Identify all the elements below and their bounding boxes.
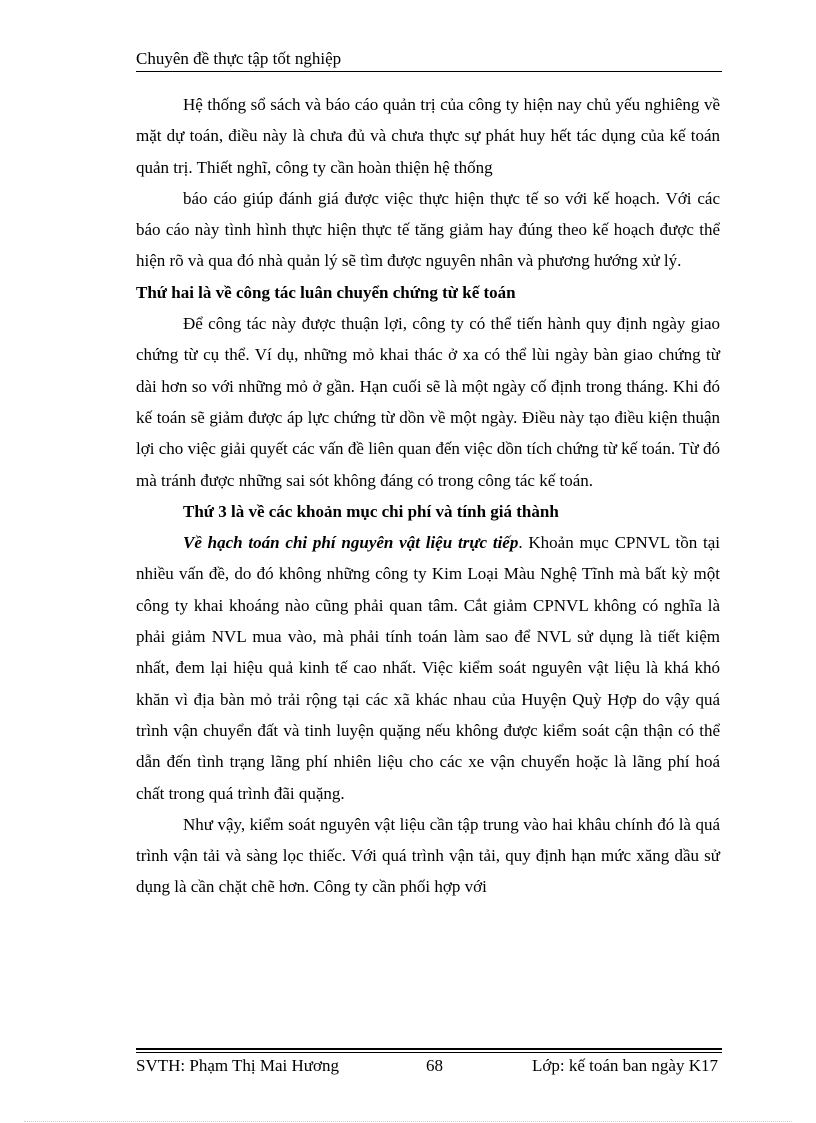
header-rule [136,71,722,72]
paragraph-3: Để công tác này được thuận lợi, công ty có thể tiến hành quy định ngày giao chứng từ cụ thể. Ví dụ, những mỏ khai thác ở xa có thể lùi ngày bàn giao chứng từ dài hơn so với những mỏ ở gần. Hạn cuối sẽ là một ngày cố định trong tháng. Khi đó kế toán sẽ giảm được áp lực chứng từ dồn về một ngày. Điều này tạo điều kiện thuận lợi cho việc giải quyết các vấn đề liên quan đến việc dồn tích chứng từ kế toán. Từ đó mà tránh được những sai sót không đáng có trong công tác kế toán. [136,314,720,490]
page-footer [136,1054,722,1078]
paragraph-2 [136,183,720,277]
footer-student: SVTH: Phạm Thị Mai Hương [136,1056,340,1075]
paragraph-4-rest: . Khoản mục CPNVL tồn tại nhiều vấn đề, do đó không những công ty Kim Loại Màu Nghệ Tĩnh mà bất kỳ một công ty khai khoáng nào cũng phải quan tâm. Cắt giảm CPNVL không có nghĩa là phải giảm NVL mua vào, mà phải tính toán làm sao để NVL sử dụng là tiết kiệm nhất, đem lại hiệu quả kinh tế cao nhất. Việc kiểm soát nguyên vật liệu là khá khó khăn vì địa bàn mỏ trải rộng tại các xã khác nhau của Huyện Quỳ Hợp do vậy quá trình vận chuyển đất và tinh luyện quặng nếu không được kiểm soát cận thận có thể dẫn đến tình trạng lãng phí nhiên liệu cho các xe vận chuyển hoặc là lãng phí hoá chất trong quá trình đãi quặng. [136,533,720,803]
paragraph-5: Như vậy, kiểm soát nguyên vật liệu cần tập trung vào hai khâu chính đó là quá trình vận tải và sàng lọc thiếc. Với quá trình vận tải, quy định hạn mức xăng dầu sử dụng là cần chặt chẽ hơn. Công ty cần phối hợp với [136,814,720,897]
page-bottom-edge [24,1121,792,1122]
section-heading-2: Thứ hai là về công tác luân chuyển chứng từ kế toán [136,282,516,302]
paragraph-4 [136,527,720,809]
footer-rule-thick [136,1048,722,1050]
section-heading-3: Thứ 3 là về các khoản mục chi phí và tính giá thành [183,501,559,521]
paragraph-2-text: báo cáo giúp đánh giá được việc thực hiện thực tế so với kế hoạch. Với các báo cáo này tình hình thực hiện thực tế tăng giảm hay đúng theo kế hoạch được thể hiện rõ và qua đó nhà quản lý sẽ tìm được nguyên nhân và phương hướng xử lý. [136,188,720,271]
footer-page-number: 68 [426,1056,443,1075]
paragraph-1: Hệ thống sổ sách và báo cáo quản trị của công ty hiện nay chủ yếu nghiêng về mặt dự toán, điều này là chưa đủ và chưa thực sự phát huy hết tác dụng của kế toán quản trị. Thiết nghĩ, công ty cần hoàn thiện hệ thống [136,95,720,177]
document-body [136,89,720,903]
footer-class: Lớp: kế toán ban ngày K17 [531,1056,718,1075]
footer-rule-thin [136,1052,722,1053]
paragraph-4-lead: Về hạch toán chi phí nguyên vật liệu trực tiếp [183,533,519,553]
page-header-title: Chuyên đề thực tập tốt nghiệp [136,49,342,68]
